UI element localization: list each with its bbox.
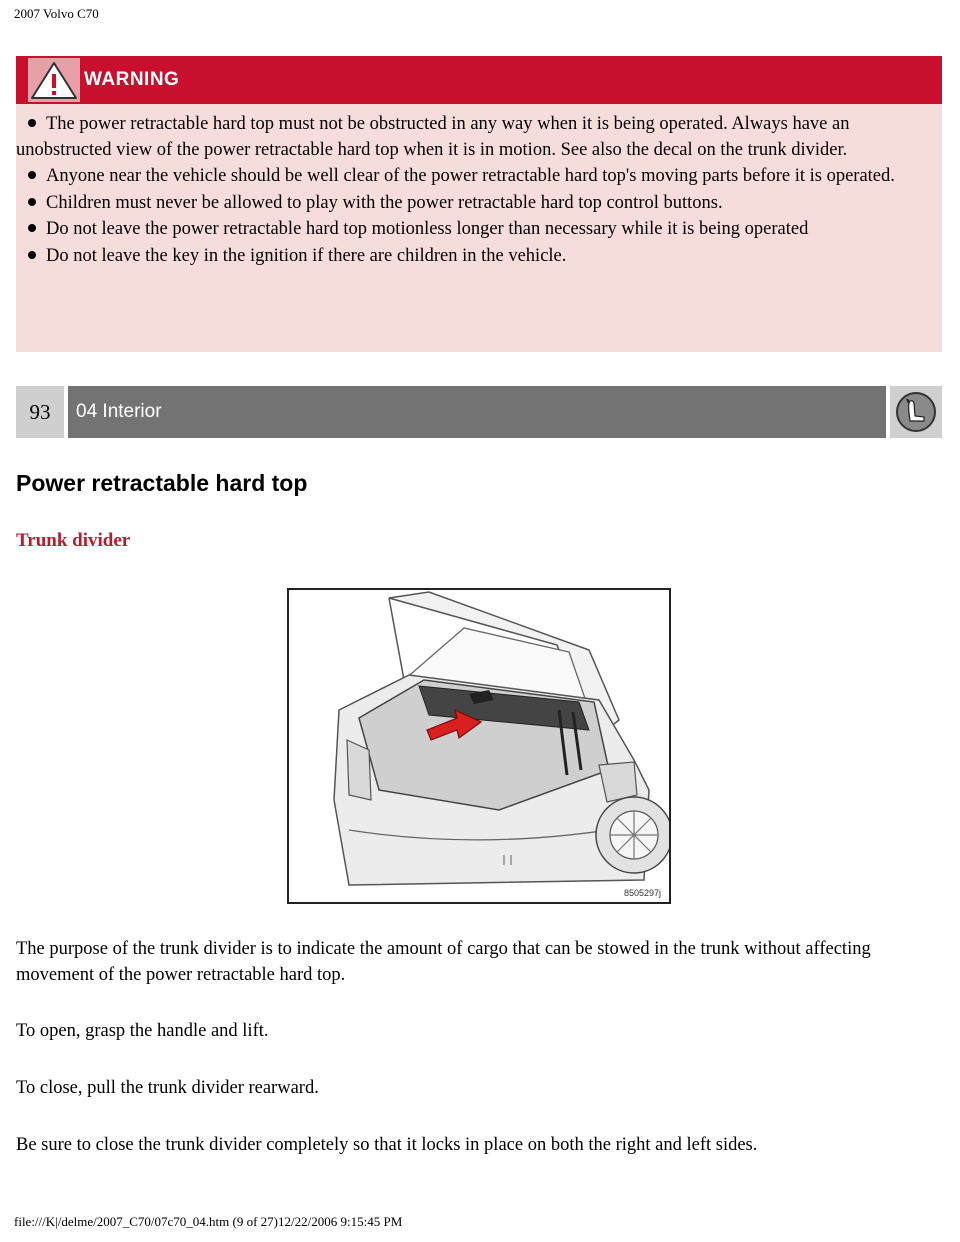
warning-bar <box>16 56 942 104</box>
trunk-divider-figure <box>287 588 671 904</box>
bullet-icon <box>28 251 36 259</box>
section-bar <box>16 386 942 438</box>
paragraph: Be sure to close the trunk divider completely so that it locks in place on both the right and left sides. <box>16 1135 758 1155</box>
section-icon-box <box>890 386 942 438</box>
warning-item <box>16 191 930 217</box>
bullet-icon <box>28 119 36 127</box>
warning-item <box>16 217 930 243</box>
warning-item <box>16 112 930 163</box>
section-title: 04 Interior <box>68 386 886 438</box>
warning-title: WARNING <box>84 69 180 90</box>
warning-item-text: Children must never be allowed to play with the power retractable hard top control buttons. <box>46 192 723 213</box>
figure-code: 8505297j <box>623 888 661 898</box>
subheading: Trunk divider <box>16 530 131 551</box>
document-header: 2007 Volvo C70 <box>14 6 99 21</box>
warning-box <box>16 56 942 352</box>
paragraph: To close, pull the trunk divider rearward. <box>16 1078 319 1098</box>
bullet-icon <box>28 171 36 179</box>
warning-item-text: Do not leave the key in the ignition if there are children in the vehicle. <box>46 245 567 266</box>
paragraph: The purpose of the trunk divider is to indicate the amount of cargo that can be stowed in the trunk without affecting movement of the power retractable hard top. <box>16 939 871 985</box>
warning-triangle-icon <box>28 58 80 102</box>
document-footer: file:///K|/delme/2007_C70/07c70_04.htm (9 of 27)12/22/2006 9:15:45 PM <box>14 1214 403 1229</box>
warning-item-text: The power retractable hard top must not be obstructed in any way when it is being operated. Always have an unobstructed view of the power retractable hard top when it is in motion. See also the decal on the trunk divider. <box>16 114 850 160</box>
seat-icon <box>895 391 937 433</box>
trunk-divider-illustration <box>289 590 669 902</box>
page-title: Power retractable hard top <box>16 470 308 496</box>
warning-item <box>16 164 930 190</box>
warning-list <box>16 104 942 269</box>
bullet-icon <box>28 224 36 232</box>
page-number: 93 <box>16 386 64 438</box>
warning-item-text: Do not leave the power retractable hard top motionless longer than necessary while it is being operated <box>46 219 809 239</box>
bullet-icon <box>28 198 36 206</box>
warning-item-text: Anyone near the vehicle should be well clear of the power retractable hard top's moving parts before it is operated. <box>46 166 895 186</box>
paragraph: To open, grasp the handle and lift. <box>16 1021 269 1041</box>
warning-item <box>16 244 930 270</box>
